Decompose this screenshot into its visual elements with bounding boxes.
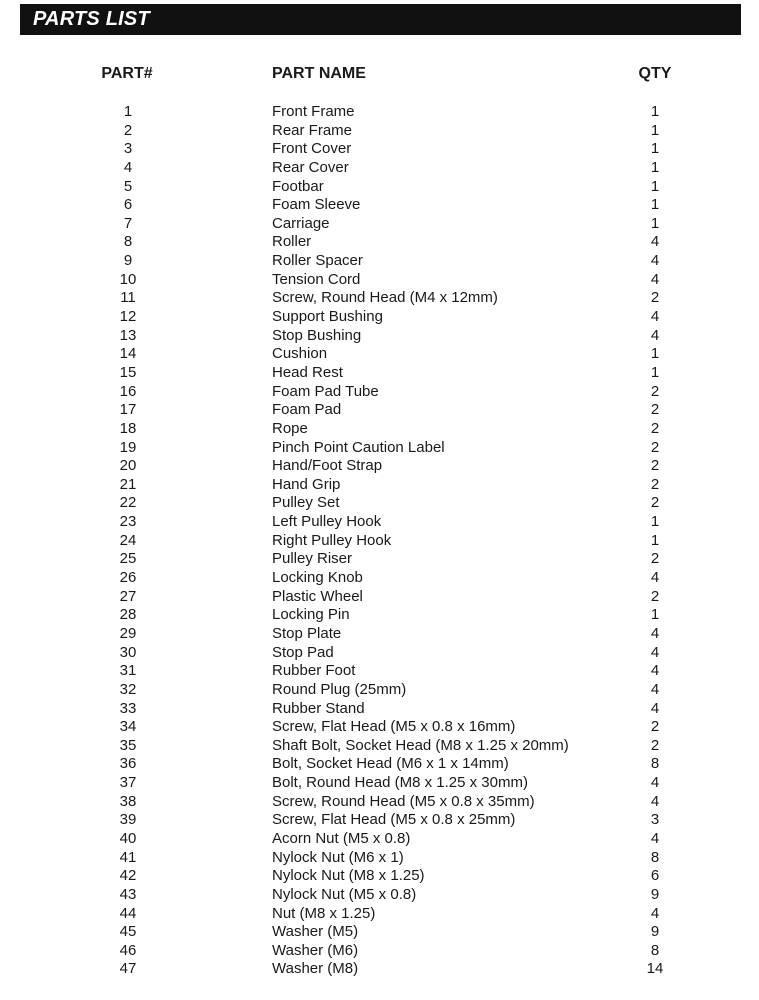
part-name: Shaft Bolt, Socket Head (M8 x 1.25 x 20mm) — [272, 736, 569, 754]
part-quantity: 3 — [650, 811, 660, 829]
part-number: 12 — [119, 308, 137, 326]
part-number: 42 — [119, 867, 137, 885]
part-quantity: 2 — [650, 419, 660, 437]
part-number: 20 — [119, 457, 137, 475]
part-number: 8 — [123, 233, 133, 251]
table-row — [0, 905, 759, 924]
part-quantity: 2 — [650, 382, 660, 400]
part-number: 27 — [119, 587, 137, 605]
part-quantity: 1 — [650, 158, 660, 176]
part-number: 19 — [119, 438, 137, 456]
part-number: 35 — [119, 736, 137, 754]
table-row — [0, 327, 759, 346]
table-row — [0, 140, 759, 159]
part-name: Pulley Set — [272, 494, 340, 512]
header-part-name: PART NAME — [272, 65, 366, 82]
table-row — [0, 196, 759, 215]
part-name: Plastic Wheel — [272, 587, 363, 605]
part-name: Screw, Round Head (M5 x 0.8 x 35mm) — [272, 792, 535, 810]
part-number: 33 — [119, 699, 137, 717]
part-name: Roller Spacer — [272, 252, 363, 270]
part-name: Nut (M8 x 1.25) — [272, 904, 376, 922]
part-name: Foam Pad — [272, 401, 342, 419]
part-number: 5 — [123, 177, 133, 195]
table-row — [0, 289, 759, 308]
part-name: Screw, Flat Head (M5 x 0.8 x 16mm) — [272, 718, 516, 736]
part-name: Hand/Foot Strap — [272, 457, 383, 475]
table-row — [0, 644, 759, 663]
part-name: Acorn Nut (M5 x 0.8) — [272, 829, 411, 847]
part-quantity: 4 — [650, 699, 660, 717]
header-part-number-label: PART# — [101, 65, 153, 82]
table-row — [0, 681, 759, 700]
part-number: 34 — [119, 718, 137, 736]
part-name: Screw, Flat Head (M5 x 0.8 x 25mm) — [272, 811, 516, 829]
part-name: Locking Pin — [272, 606, 350, 624]
part-name: Rear Cover — [272, 158, 349, 176]
part-quantity: 4 — [650, 624, 660, 642]
part-name: Stop Pad — [272, 643, 334, 661]
table-row — [0, 886, 759, 905]
table-row — [0, 849, 759, 868]
part-name: Front Frame — [272, 103, 355, 120]
part-quantity: 2 — [650, 587, 660, 605]
table-row — [0, 811, 759, 830]
part-name: Tension Cord — [272, 270, 361, 288]
table-row — [0, 606, 759, 625]
part-name: Washer (M8) — [272, 960, 359, 978]
part-number: 40 — [119, 829, 137, 847]
part-name: Washer (M6) — [272, 941, 359, 959]
part-quantity: 14 — [646, 960, 664, 978]
part-number: 39 — [119, 811, 137, 829]
part-number: 47 — [119, 960, 137, 978]
part-name: Nylock Nut (M8 x 1.25) — [272, 867, 425, 885]
part-number: 7 — [123, 214, 133, 232]
part-number: 2 — [123, 121, 133, 139]
part-number: 44 — [119, 904, 137, 922]
part-name: Nylock Nut (M5 x 0.8) — [272, 885, 417, 903]
part-quantity: 4 — [650, 233, 660, 251]
table-row — [0, 383, 759, 402]
part-quantity: 4 — [650, 792, 660, 810]
part-name: Roller — [272, 233, 312, 251]
part-quantity: 2 — [650, 457, 660, 475]
part-number: 43 — [119, 885, 137, 903]
part-quantity: 4 — [650, 569, 660, 587]
table-row — [0, 457, 759, 476]
part-quantity: 4 — [650, 774, 660, 792]
part-quantity: 2 — [650, 550, 660, 568]
header-quantity-label: QTY — [638, 65, 672, 82]
part-number: 4 — [123, 158, 133, 176]
part-number: 14 — [119, 345, 137, 363]
part-name: Bolt, Round Head (M8 x 1.25 x 30mm) — [272, 774, 528, 792]
table-row — [0, 513, 759, 532]
part-quantity: 2 — [650, 718, 660, 736]
table-row — [0, 308, 759, 327]
table-row — [0, 122, 759, 141]
part-name: Round Plug (25mm) — [272, 680, 407, 698]
part-number: 46 — [119, 941, 137, 959]
part-quantity: 1 — [650, 196, 660, 214]
table-row — [0, 439, 759, 458]
part-name: Left Pulley Hook — [272, 513, 382, 531]
table-row — [0, 755, 759, 774]
part-number: 17 — [119, 401, 137, 419]
part-name: Washer (M5) — [272, 923, 359, 941]
part-number: 30 — [119, 643, 137, 661]
table-row — [0, 103, 759, 122]
table-row — [0, 737, 759, 756]
table-row — [0, 401, 759, 420]
part-name: Foam Pad Tube — [272, 382, 379, 400]
table-row — [0, 774, 759, 793]
table-row — [0, 960, 759, 979]
part-quantity: 4 — [650, 662, 660, 680]
part-name: Pinch Point Caution Label — [272, 438, 445, 456]
part-quantity: 9 — [650, 885, 660, 903]
part-quantity: 4 — [650, 829, 660, 847]
part-quantity: 2 — [650, 438, 660, 456]
part-quantity: 1 — [650, 140, 660, 158]
part-quantity: 1 — [650, 345, 660, 363]
part-name: Right Pulley Hook — [272, 531, 392, 549]
table-row — [0, 494, 759, 513]
part-name: Carriage — [272, 214, 330, 232]
table-row — [0, 550, 759, 569]
part-quantity: 1 — [650, 531, 660, 549]
part-quantity: 2 — [650, 736, 660, 754]
part-name: Nylock Nut (M6 x 1) — [272, 848, 404, 866]
part-name: Bolt, Socket Head (M6 x 1 x 14mm) — [272, 755, 509, 773]
part-name: Cushion — [272, 345, 328, 363]
table-row — [0, 867, 759, 886]
part-quantity: 1 — [650, 121, 660, 139]
part-number: 3 — [123, 140, 133, 158]
table-row — [0, 569, 759, 588]
part-number: 45 — [119, 923, 137, 941]
part-number: 26 — [119, 569, 137, 587]
table-row — [0, 345, 759, 364]
part-quantity: 9 — [650, 923, 660, 941]
table-row — [0, 476, 759, 495]
part-quantity: 4 — [650, 270, 660, 288]
part-quantity: 1 — [650, 177, 660, 195]
part-name: Front Cover — [272, 140, 352, 158]
part-number: 16 — [119, 382, 137, 400]
part-number: 15 — [119, 363, 137, 381]
part-number: 31 — [119, 662, 137, 680]
table-row — [0, 215, 759, 234]
part-name: Rope — [272, 419, 308, 437]
table-row — [0, 718, 759, 737]
title-bar — [20, 4, 741, 35]
table-row — [0, 942, 759, 961]
part-quantity: 1 — [650, 214, 660, 232]
table-row — [0, 793, 759, 812]
part-quantity: 2 — [650, 494, 660, 512]
part-name: Rubber Stand — [272, 699, 365, 717]
part-quantity: 6 — [650, 867, 660, 885]
part-name: Screw, Round Head (M4 x 12mm) — [272, 289, 498, 307]
part-number: 41 — [119, 848, 137, 866]
part-quantity: 8 — [650, 755, 660, 773]
part-quantity: 8 — [650, 848, 660, 866]
part-quantity: 4 — [650, 680, 660, 698]
part-name: Hand Grip — [272, 475, 341, 493]
part-name: Foam Sleeve — [272, 196, 361, 214]
table-row — [0, 159, 759, 178]
part-number: 36 — [119, 755, 137, 773]
part-quantity: 4 — [650, 326, 660, 344]
part-quantity: 1 — [650, 513, 660, 531]
part-name: Pulley Riser — [272, 550, 353, 568]
part-number: 23 — [119, 513, 137, 531]
part-name: Stop Bushing — [272, 326, 362, 344]
part-quantity: 4 — [650, 904, 660, 922]
part-number: 37 — [119, 774, 137, 792]
part-number: 9 — [123, 252, 133, 270]
part-name: Stop Plate — [272, 624, 342, 642]
table-row — [0, 364, 759, 383]
part-quantity: 4 — [650, 252, 660, 270]
table-row — [0, 178, 759, 197]
part-quantity: 1 — [650, 103, 660, 120]
part-number: 22 — [119, 494, 137, 512]
parts-table — [0, 103, 759, 979]
table-row — [0, 588, 759, 607]
part-number: 24 — [119, 531, 137, 549]
part-number: 18 — [119, 419, 137, 437]
part-quantity: 4 — [650, 308, 660, 326]
part-number: 21 — [119, 475, 137, 493]
table-row — [0, 252, 759, 271]
part-quantity: 2 — [650, 475, 660, 493]
part-name: Rear Frame — [272, 121, 353, 139]
table-row — [0, 625, 759, 644]
table-row — [0, 923, 759, 942]
table-row — [0, 532, 759, 551]
part-quantity: 2 — [650, 401, 660, 419]
part-number: 10 — [119, 270, 137, 288]
table-row — [0, 420, 759, 439]
part-number: 11 — [120, 289, 136, 307]
part-name: Rubber Foot — [272, 662, 356, 680]
part-quantity: 1 — [650, 363, 660, 381]
table-row — [0, 700, 759, 719]
page-title: PARTS LIST — [33, 8, 150, 30]
part-number: 29 — [119, 624, 137, 642]
part-quantity: 4 — [650, 643, 660, 661]
table-row — [0, 662, 759, 681]
part-number: 13 — [119, 326, 137, 344]
part-quantity: 8 — [650, 941, 660, 959]
part-name: Head Rest — [272, 363, 343, 381]
part-quantity: 2 — [650, 289, 660, 307]
part-name: Footbar — [272, 177, 324, 195]
table-row — [0, 830, 759, 849]
part-name: Support Bushing — [272, 308, 383, 326]
part-number: 6 — [123, 196, 133, 214]
part-number: 25 — [119, 550, 137, 568]
part-quantity: 1 — [650, 606, 660, 624]
table-row — [0, 271, 759, 290]
part-number: 1 — [123, 103, 133, 120]
part-number: 38 — [119, 792, 137, 810]
part-number: 28 — [119, 606, 137, 624]
part-name: Locking Knob — [272, 569, 363, 587]
part-number: 32 — [119, 680, 137, 698]
table-row — [0, 233, 759, 252]
